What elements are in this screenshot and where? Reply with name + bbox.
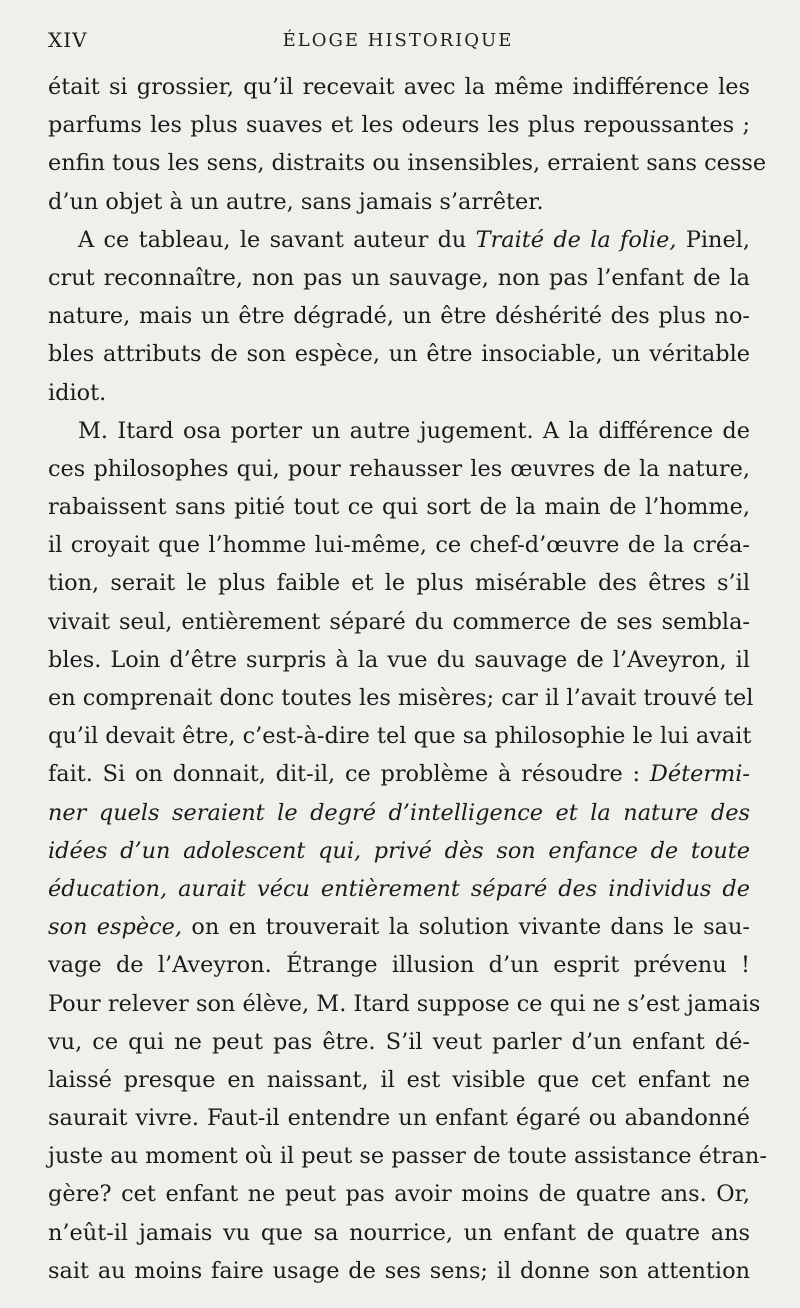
text-line [48,450,750,488]
text-line [48,946,750,984]
text-segment: était si grossier, qu’il recevait avec la même indifférence les [48,74,750,100]
text-line [48,908,750,946]
italic-text: son espèce, [48,914,182,941]
text-line [48,1175,750,1213]
text-segment: enfin tous les sens, distraits ou insensibles, erraient sans cesse [48,150,767,177]
text-segment: bles attributs de son espèce, un être insociable, un véritable [48,341,750,368]
text-segment: rabaissent sans pitié tout ce qui sort de la main de l’homme, [48,494,750,521]
text-segment: A ce tableau, le savant auteur du [78,226,476,253]
text-segment: parfums les plus suaves et les odeurs les plus repoussantes ; [48,112,750,139]
text-line [48,68,750,106]
text-line [48,1137,767,1175]
body-text [48,68,767,1290]
running-title: ÉLOGE HISTORIQUE [282,30,514,51]
italic-text: éducation, aurait vécu entièrement séparé des individus de [48,875,750,902]
text-line [48,106,750,144]
text-line [48,985,761,1023]
text-line [48,870,750,908]
text-segment: bles. Loin d’être surpris à la vue du sauvage de l’Aveyron, il [48,646,750,673]
text-line [48,679,754,717]
text-line [48,1061,750,1099]
text-line [48,374,750,412]
text-line [48,1099,750,1137]
text-line [48,603,750,641]
text-segment: qu’il devait être, c’est-à-dire tel que sa philosophie le lui avait [48,723,752,750]
text-segment: il croyait que l’homme lui-même, ce chef-d’œuvre de la créa- [48,532,750,559]
text-segment: idiot. [48,379,107,406]
text-segment: on en trouverait la solution vivante dans le sau- [182,914,750,941]
page-number: XIV [48,28,88,52]
text-segment: vu, ce qui ne peut pas être. S’il veut parler d’un enfant dé- [48,1028,750,1055]
italic-text: Traité de la folie, [475,226,677,253]
text-segment: M. Itard osa porter un autre jugement. A la différence de [78,417,750,444]
text-line [48,183,750,221]
text-line [48,335,750,373]
text-segment: en comprenait donc toutes les misères; car il l’avait trouvé tel [48,685,754,711]
text-line [48,641,750,679]
text-segment: ces philosophes qui, pour rehausser les œuvres de la nature, [48,455,750,482]
text-line [48,564,750,602]
text-segment: d’un objet à un autre, sans jamais s’arrêter. [48,188,544,215]
text-line [48,755,750,793]
text-segment: juste au moment où il peut se passer de toute assistance étran- [48,1143,767,1170]
text-segment: tion, serait le plus faible et le plus misérable des êtres s’il [48,570,750,597]
text-segment: nature, mais un être dégradé, un être déshérité des plus no- [48,303,750,330]
text-segment: fait. Si on donnait, dit-il, ce problème à résoudre : [48,761,650,788]
italic-text: Détermi- [649,761,750,788]
text-segment: Pinel, [676,226,750,253]
text-line [48,832,750,870]
text-line [48,1214,750,1252]
text-line [48,1023,750,1061]
text-line [48,526,750,564]
text-line [48,221,750,259]
text-segment: n’eût-il jamais vu que sa nourrice, un enfant de quatre ans [48,1219,750,1246]
text-line [48,488,750,526]
page-header [48,24,748,60]
text-segment: crut reconnaître, non pas un sauvage, non pas l’enfant de la [48,264,750,291]
text-segment: Pour relever son élève, M. Itard suppose ce qui ne s’est jamais [48,990,761,1017]
text-segment: gère? cet enfant ne peut pas avoir moins de quatre ans. Or, [48,1181,750,1208]
text-line [48,297,750,335]
italic-text: idées d’un adolescent qui, privé dès son enfance de toute [48,837,750,864]
text-segment: sait au moins faire usage de ses sens; il donne son attention [48,1257,750,1284]
text-line [48,144,767,182]
text-line [48,412,750,450]
text-line [48,1252,750,1290]
text-segment: laissé presque en naissant, il est visible que cet enfant ne [48,1066,750,1093]
text-segment: vivait seul, entièrement séparé du commerce de ses sembla- [48,608,750,635]
text-segment: saurait vivre. Faut-il entendre un enfant égaré ou abandonné [48,1105,750,1132]
text-line [48,259,750,297]
text-line [48,717,750,755]
text-segment: vage de l’Aveyron. Étrange illusion d’un esprit prévenu ! [48,952,750,979]
text-line [48,794,750,832]
italic-text: ner quels seraient le degré d’intelligence et la nature des [48,799,750,826]
